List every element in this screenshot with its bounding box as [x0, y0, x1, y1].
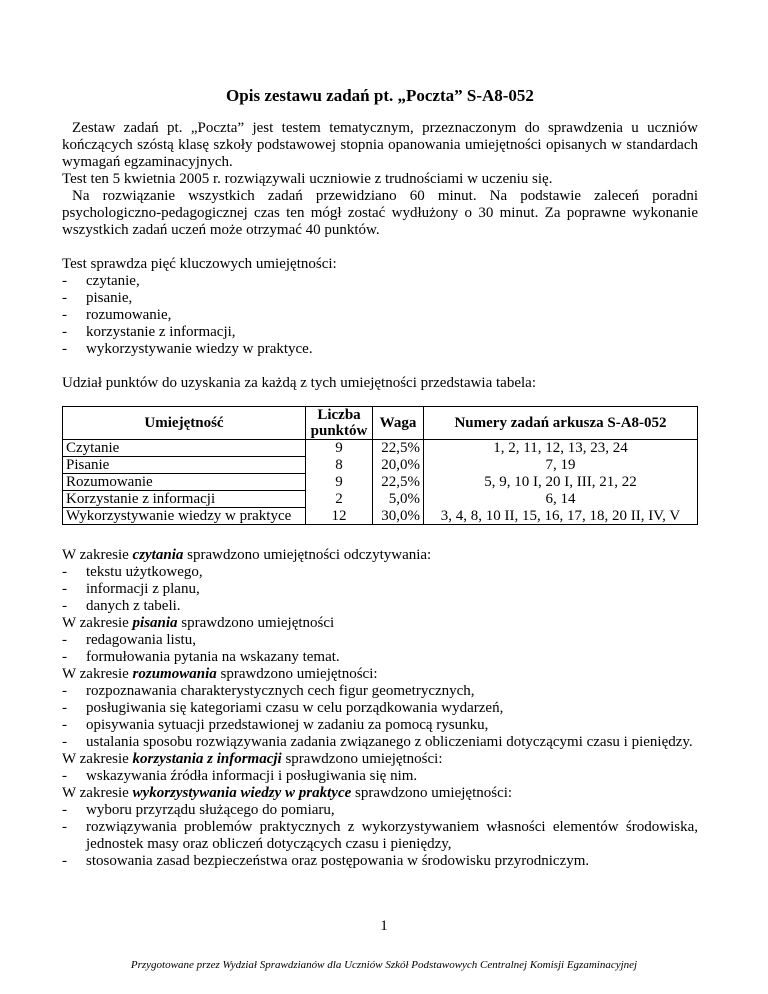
intro-paragraph: Na rozwiązanie wszystkich zadań przewidziano 60 minut. Na podstawie zaleceń poradni psychologiczno-pedagogicznej czas ten mógł zostać wydłużony o 30 minut. Za poprawne wykonanie wszystkich zadań uczeń może otrzymać 40 punktów.	[62, 188, 698, 238]
table-header-row	[63, 407, 698, 440]
intro-section	[62, 120, 698, 239]
cell-skill: Korzystanie z informacji	[63, 491, 306, 508]
intro-paragraph: Zestaw zadań pt. „Poczta” jest testem tematycznym, przeznaczonym do sprawdzenia u uczniów kończących szóstą klasę szkoły podstawowej stopnia opanowania umiejętności opisanych w standardach wymagań egzaminacyjnych.	[62, 120, 698, 170]
list-item: - tekstu użytkowego,	[62, 564, 698, 581]
cell-points: 12	[306, 508, 373, 525]
list-item: - informacji z planu,	[62, 581, 698, 598]
cell-weight: 22,5%	[373, 474, 424, 491]
scope-skill: rozumowania	[132, 666, 217, 682]
cell-weight: 5,0%	[373, 491, 424, 508]
scope-heading	[62, 785, 698, 802]
header-weight: Waga	[373, 407, 424, 440]
scope-list	[62, 683, 698, 751]
scope-suffix: sprawdzono umiejętności:	[281, 751, 443, 767]
scope-heading	[62, 666, 698, 683]
list-item: - pisanie,	[62, 290, 698, 307]
cell-skill: Czytanie	[63, 440, 306, 457]
list-item: - opisywania sytuacji przedstawionej w zadaniu za pomocą rysunku,	[62, 717, 698, 734]
cell-tasks: 7, 19	[545, 456, 576, 473]
cell-points: 9	[306, 440, 373, 457]
skills-intro: Test sprawdza pięć kluczowych umiejętności:	[62, 256, 337, 272]
list-item: - wyboru przyrządu służącego do pomiaru,	[62, 802, 698, 819]
list-item: - formułowania pytania na wskazany temat.	[62, 649, 698, 666]
scope-skill: pisania	[132, 615, 178, 631]
skills-table	[62, 406, 698, 525]
scope-list	[62, 564, 698, 615]
intro-paragraph: Test ten 5 kwietnia 2005 r. rozwiązywali uczniowie z trudnościami w uczeniu się.	[62, 171, 553, 187]
table-row	[63, 491, 698, 508]
table-row	[63, 440, 698, 457]
table-intro: Udział punktów do uzyskania za każdą z tych umiejętności przedstawia tabela:	[62, 375, 536, 391]
header-skill: Umiejętność	[63, 407, 306, 440]
header-tasks: Numery zadań arkusza S-A8-052	[454, 415, 667, 431]
list-item: - korzystanie z informacji,	[62, 324, 698, 341]
table-row	[63, 457, 698, 474]
list-item: - danych z tabeli.	[62, 598, 698, 615]
scope-heading	[62, 615, 698, 632]
header-points-line1: Liczba	[317, 407, 361, 423]
scope-prefix: W zakresie	[62, 666, 133, 682]
document-title: Opis zestawu zadań pt. „Poczta” S-A8-052	[226, 86, 534, 105]
scope-heading	[62, 751, 698, 768]
list-item: - stosowania zasad bezpieczeństwa oraz postępowania w środowisku przyrodniczym.	[62, 853, 698, 870]
cell-tasks: 1, 2, 11, 12, 13, 23, 24	[424, 440, 698, 457]
list-item: - czytanie,	[62, 273, 698, 290]
scope-list	[62, 768, 698, 785]
scope-suffix: sprawdzono umiejętności odczytywania:	[183, 547, 432, 563]
cell-weight: 22,5%	[373, 440, 424, 457]
scope-heading	[62, 547, 698, 564]
cell-points: 8	[306, 457, 373, 474]
scope-prefix: W zakresie	[62, 615, 133, 631]
scope-section	[62, 547, 698, 870]
page-number: 1	[380, 918, 388, 934]
cell-tasks: 3, 4, 8, 10 II, 15, 16, 17, 18, 20 II, IV, V	[440, 507, 681, 524]
list-item: - posługiwania się kategoriami czasu w celu porządkowania wydarzeń,	[62, 700, 698, 717]
table-row	[63, 508, 698, 525]
list-item: - rozumowanie,	[62, 307, 698, 324]
cell-tasks: 6, 14	[545, 490, 576, 507]
cell-skill: Pisanie	[63, 457, 306, 474]
document-page	[62, 86, 698, 870]
list-item: - redagowania listu,	[62, 632, 698, 649]
table-row	[63, 474, 698, 491]
scope-suffix: sprawdzono umiejętności:	[216, 666, 378, 682]
cell-points: 9	[306, 474, 373, 491]
header-points-line2: punktów	[310, 423, 368, 439]
header-points	[306, 407, 373, 440]
cell-skill: Wykorzystywanie wiedzy w praktyce	[63, 508, 306, 525]
table-section	[62, 375, 698, 525]
cell-tasks: 5, 9, 10 I, 20 I, III, 21, 22	[484, 473, 637, 490]
scope-list	[62, 802, 698, 870]
list-item: - ustalania sposobu rozwiązywania zadania związanego z obliczeniami dotyczącymi czasu i pieniędzy.	[62, 734, 698, 751]
scope-prefix: W zakresie	[62, 785, 133, 801]
scope-suffix: sprawdzono umiejętności:	[351, 785, 513, 801]
scope-skill: wykorzystywania wiedzy w praktyce	[132, 785, 352, 801]
scope-prefix: W zakresie	[62, 751, 133, 767]
cell-skill: Rozumowanie	[63, 474, 306, 491]
cell-weight: 30,0%	[373, 508, 424, 525]
list-item: - rozwiązywania problemów praktycznych z wykorzystywaniem własności elementów środowiska, jednostek masy oraz obliczeń dotyczących czasu i pieniędzy,	[62, 819, 698, 853]
list-item: - wykorzystywanie wiedzy w praktyce.	[62, 341, 698, 358]
scope-suffix: sprawdzono umiejętności	[177, 615, 335, 631]
cell-weight: 20,0%	[373, 457, 424, 474]
scope-list	[62, 632, 698, 666]
scope-skill: czytania	[132, 547, 184, 563]
cell-points: 2	[306, 491, 373, 508]
scope-prefix: W zakresie	[62, 547, 133, 563]
skills-list	[62, 273, 698, 358]
scope-skill: korzystania z informacji	[132, 751, 282, 767]
footer-note: Przygotowane przez Wydział Sprawdzianów dla Uczniów Szkół Podstawowych Centralnej Komisji Egzaminacyjnej	[130, 959, 638, 971]
list-item: - rozpoznawania charakterystycznych cech figur geometrycznych,	[62, 683, 698, 700]
skills-section	[62, 256, 698, 358]
list-item: - wskazywania źródła informacji i posługiwania się nim.	[62, 768, 698, 785]
